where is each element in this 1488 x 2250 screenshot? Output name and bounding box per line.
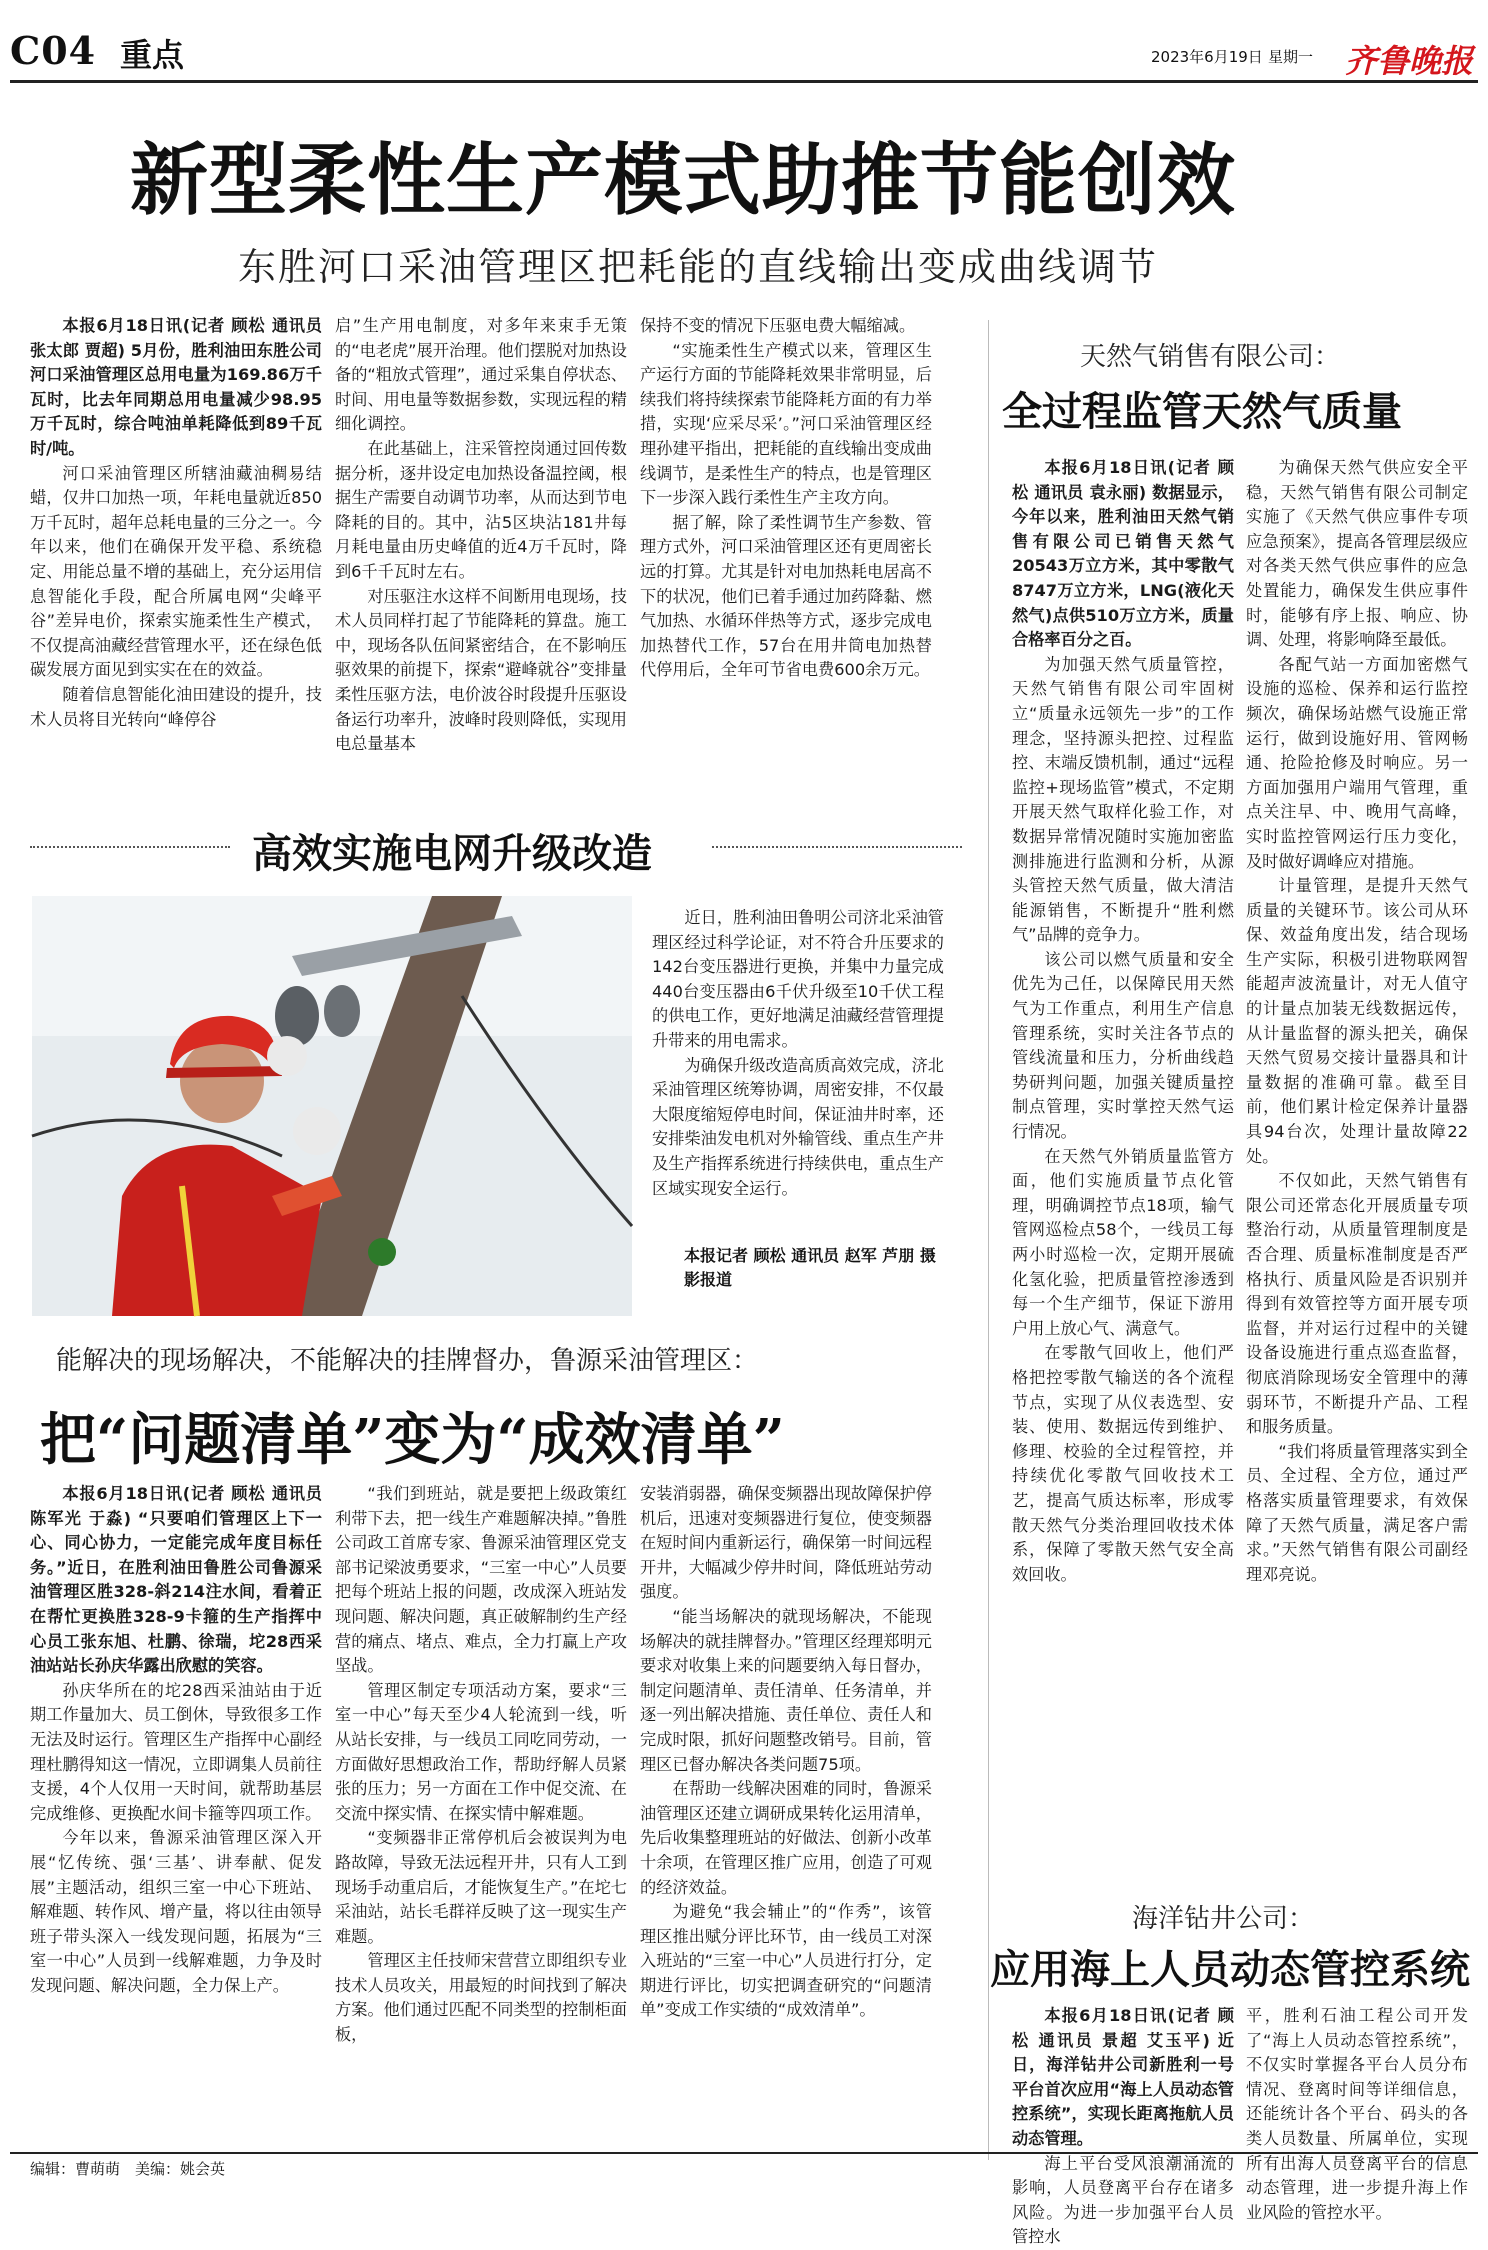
issue-date: 2023年6月19日	[1151, 48, 1263, 66]
ocean-col-1-p1: 本报6月18日讯(记者 顾松 通讯员 景超 艾玉平) 近日，海洋钻井公司新胜利一号平台首次应用“海上人员动态管控系统”，实现长距离拖航人员动态管理。	[1012, 2006, 1234, 2148]
issue-col-2-p4: 管理区主任技师宋营营立即组织专业技术人员攻关，用最短的时间找到了解决方案。他们通过匹配不同类型的控制柜面板，	[335, 1951, 627, 2045]
ocean-col-2-p1: 平，胜利石油工程公司开发了“海上人员动态管控系统”，不仅实时掌握各平台人员分布情况、登离时间等详细信息，还能统计各个平台、码头的各类人员数量、所属单位，实现所有出海人员登离平台的信息动态管理，进一步提升海上作业风险的管控水平。	[1246, 2006, 1468, 2222]
gas-col-2-p2: 各配气站一方面加密燃气设施的巡检、保养和运行监控频次，确保场站燃气设施正常运行，做到设施好用、管网畅通、抢险抢修及时响应。另一方面加强用户端用气管理，重点关注早、中、晚用气高峰，实时监控管网运行压力变化，及时做好调峰应对措施。	[1246, 654, 1468, 871]
grid-photo-credit: 本报记者 顾松 通讯员 赵军 芦朋 摄影报道	[684, 1246, 936, 1289]
gas-kicker: 天然气销售有限公司：	[1080, 342, 1341, 372]
grid-headline-dash-right	[712, 846, 962, 848]
ocean-headline: 应用海上人员动态管控系统	[990, 1946, 1470, 1993]
ocean-col-1-p2: 海上平台受风浪潮涌流的影响，人员登离平台存在诸多风险。为进一步加强平台人员管控水	[1012, 2153, 1234, 2247]
grid-headline-dash-left	[30, 846, 230, 848]
ocean-col-1	[1012, 2004, 1234, 2247]
main-col-1-p3: 随着信息智能化油田建设的提升，技术人员将目光转向“峰停谷	[30, 684, 322, 729]
main-col-2-p3: 对压驱注水这样不间断用电现场，技术人员同样打起了节能降耗的算盘。施工中，现场各队伍间紧密结合，在不影响压驱效果的前提下，探索“避峰就谷”变排量柔性压驱方法，电价波谷时段提升压驱设备运行功率升，波峰时段则降低，实现用电总量基本	[335, 586, 627, 754]
issue-col-2	[335, 1482, 627, 2142]
grid-text-col	[652, 906, 944, 1236]
main-col-1	[30, 314, 322, 772]
gas-headline: 全过程监管天然气质量	[1002, 388, 1402, 435]
gas-col-1-p2: 为加强天然气质量管控，天然气销售有限公司牢固树立“质量永远领先一步”的工作理念，坚持源头把控、过程监控、末端反馈机制，通过“远程监控+现场监管”模式，不定期开展天然气取样化验工作，对数据异常情况随时实施加密监测排施进行监测和分析，从源头管控天然气质量，做大清洁能源销售，不断提升“胜利燃气”品牌的竞争力。	[1012, 654, 1234, 945]
gas-col-1-p4: 在天然气外销质量监管方面，他们实施质量节点化管理，明确调控节点18项，输气管网巡检点58个，一线员工每两小时巡检一次，定期开展硫化氢化验，把质量管控渗透到每一个生产细节，保证下游用户用上放心气、满意气。	[1012, 1146, 1234, 1338]
main-col-2	[335, 314, 627, 772]
main-col-1-p1: 本报6月18日讯(记者 顾松 通讯员 张太郎 贾超) 5月份，胜利油田东胜公司河口采油管理区总用电量为169.86万千瓦时，比去年同期总用电量减少98.95万千瓦时，综合吨油单耗降低到89千瓦时/吨。	[30, 316, 322, 458]
issue-weekday: 星期一	[1268, 48, 1314, 66]
masthead-logo: 齐鲁晚报	[1345, 42, 1474, 80]
gas-col-2-p4: 不仅如此，天然气销售有限公司还常态化开展质量专项整治行动，从质量管理制度是否合理、质量标准制度是否严格执行、质量风险是否识别并得到有效管控等方面开展专项监督，并对运行过程中的关键设备设施进行重点巡查监督，彻底消除现场安全管理中的薄弱环节，不断提升产品、工程和服务质量。	[1246, 1171, 1468, 1437]
ocean-kicker: 海洋钻井公司：	[1132, 1904, 1315, 1934]
issue-col-1-p1: 本报6月18日讯(记者 顾松 通讯员 陈军光 于淼) “只要咱们管理区上下一心、同心协力，一定能完成年度目标任务。”近日，在胜利油田鲁胜公司鲁源采油管理区胜328-斜214注水间，看着正在帮忙更换胜328-9卡箍的生产指挥中心员工张东旭、杜鹏、徐瑞，坨28西采油站站长孙庆华露出欣慰的笑容。	[30, 1484, 322, 1676]
issue-col-3-p1: 安装消弱器，确保变频器出现故障保护停机后，迅速对变频器进行复位，使变频器在短时间内重新运行，确保第一时间远程开井，大幅减少停井时间，降低班站劳动强度。	[640, 1484, 932, 1602]
main-col-3-p3: 据了解，除了柔性调节生产参数、管理方式外，河口采油管理区还有更周密长远的打算。尤其是针对电加热耗电居高不下的状况，他们已着手通过加药降黏、燃气加热、水循环伴热等方式，逐步完成电加热替代工作，57台在用井筒电加热替代停用后，全年可节省电费600余万元。	[640, 512, 932, 680]
main-col-3	[640, 314, 932, 772]
column-separator	[988, 320, 989, 2160]
footer-editor: 编辑：曹萌萌 美编：姚会英	[30, 2160, 226, 2178]
issue-headline: 把“问题清单”变为“成效清单”	[40, 1407, 785, 1473]
grid-col-p1: 近日，胜利油田鲁明公司济北采油管理区经过科学论证，对不符合升压要求的142台变压器进行更换，并集中力量完成440台变压器由6千伏升级至10千伏工程的供电工作，更好地满足油藏经营管理提升带来的用电需求。	[652, 908, 944, 1050]
issue-col-3	[640, 1482, 932, 2142]
electrician-photo-illustration	[32, 896, 632, 1316]
issue-col-2-p3: “变频器非正常停机后会被误判为电路故障，导致无法远程开井，只有人工到现场手动重启后，才能恢复生产。”在坨七采油站，站长毛群祥反映了这一现实生产难题。	[335, 1828, 627, 1946]
issue-col-3-p4: 为避免“我会辅止”的“作秀”，该管理区推出赋分评比环节，由一线员工对深入班站的“三室一中心”人员进行打分，定期进行评比，切实把调查研究的“问题清单”变成工作实绩的“成效清单”。	[640, 1902, 932, 2020]
page-code: C04	[10, 28, 97, 73]
issue-col-1-p3: 今年以来，鲁源采油管理区深入开展“忆传统、强‘三基’、讲奉献、促发展”主题活动，组织三室一中心下班站、解难题、转作风、增产量，将以往由领导班子带头深入一线发现问题，拓展为“三室一中心”人员到一线解难题，力争及时发现问题、解决问题，全力保上产。	[30, 1828, 322, 1995]
gas-col-2-p3: 计量管理，是提升天然气质量的关键环节。该公司从环保、效益角度出发，结合现场生产实际，积极引进物联网智能超声波流量计，对无人值守的计量点加装无线数据远传，从计量监督的源头把关，确保天然气贸易交接计量器具和计量数据的准确可靠。截至目前，他们累计检定保养计量器具94台次，处理计量故障22处。	[1246, 876, 1468, 1166]
issue-col-3-p2: “能当场解决的就现场解决，不能现场解决的就挂牌督办。”管理区经理郑明元要求对收集上来的问题要纳入每日督办，制定问题清单、责任清单、任务清单，并逐一列出解决措施、责任单位、责任人和完成时限，抓好问题整改销号。目前，管理区已督办解决各类问题75项。	[640, 1606, 932, 1774]
gas-col-1-p3: 该公司以燃气质量和安全优先为己任，以保障民用天然气为工作重点，利用生产信息管理系统，实时关注各节点的管线流量和压力，分析曲线趋势研判问题，加强关键质量控制点管理，实时掌控天然气运行情况。	[1012, 949, 1234, 1142]
grid-col-p2: 为确保升级改造高质高效完成，济北采油管理区统筹协调，周密安排，不仅最大限度缩短停电时间，保证油井时率，还安排柴油发电机对外输管线、重点生产井及生产指挥系统进行持续供电，重点生产区域实现安全运行。	[652, 1055, 944, 1198]
gas-col-1-p1: 本报6月18日讯(记者 顾松 通讯员 袁永丽) 数据显示，今年以来，胜利油田天然气销售有限公司已销售天然气20543万立方米，其中零散气8747万立方米，LNG(液化天然气)点供510万立方米，质量合格率百分之百。	[1012, 458, 1234, 650]
gas-col-1	[1012, 456, 1234, 1856]
main-subhead: 东胜河口采油管理区把耗能的直线输出变成曲线调节	[238, 245, 1159, 289]
header-rule	[10, 80, 1478, 83]
main-col-3-p2: “实施柔性生产模式以来，管理区生产运行方面的节能降耗效果非常明显，后续我们将持续探索节能降耗方面的有力举措，实现‘应采尽采’。”河口采油管理区经理孙建平指出，把耗能的直线输出变成曲线调节，是柔性生产的特点，也是管理区下一步深入践行柔性生产主攻方向。	[640, 340, 932, 508]
main-headline: 新型柔性生产模式助推节能创效	[130, 135, 1237, 226]
ocean-col-2	[1246, 2004, 1468, 2222]
main-col-2-p2: 在此基础上，注采管控岗通过回传数据分析，逐井设定电加热设备温控阈，根据生产需要自动调节功率，从而达到节电降耗的目的。其中，沾5区块沾181井每月耗电量由历史峰值的近4万千瓦时，降到6千千瓦时左右。	[335, 438, 627, 581]
issue-col-1-p2: 孙庆华所在的坨28西采油站由于近期工作量加大、员工倒休，导致很多工作无法及时运行。管理区生产指挥中心副经理杜鹏得知这一情况，立即调集人员前往支援，4个人仅用一天时间，就帮助基层完成维修、更换配水间卡箍等四项工作。	[30, 1680, 322, 1823]
section-name: 重点	[120, 36, 185, 74]
issue-col-1	[30, 1482, 322, 2142]
footer-rule	[10, 2152, 1478, 2154]
main-col-1-p2: 河口采油管理区所辖油藏油稠易结蜡，仅井口加热一项，年耗电量就近850万千瓦时，超年总耗电量的三分之一。今年以来，他们在确保开发平稳、系统稳定、用能总量不增的基础上，充分运用信息智能化手段，配合所属电网“尖峰平谷”差异电价，探索实施柔性生产模式，不仅提高油藏经营管理水平，还在绿色低碳发展方面见到实实在在的效益。	[30, 463, 322, 680]
gas-col-1-p5: 在零散气回收上，他们严格把控零散气输送的各个流程节点，实现了从仪表选型、安装、使用、数据远传到维护、修理、校验的全过程管控，并持续优化零散气回收技术工艺，提高气质达标率，形成零散天然气分类治理回收技术体系，保障了零散天然气安全高效回收。	[1012, 1343, 1234, 1584]
issue-col-3-p3: 在帮助一线解决困难的同时，鲁源采油管理区还建立调研成果转化运用清单，先后收集整理班站的好做法、创新小改革十余项，在管理区推广应用，创造了可观的经济效益。	[640, 1779, 932, 1897]
issue-kicker: 能解决的现场解决，不能解决的挂牌督办，鲁源采油管理区：	[56, 1346, 759, 1376]
grid-headline: 高效实施电网升级改造	[252, 830, 652, 877]
grid-photo	[32, 896, 632, 1316]
gas-col-2-p1: 为确保天然气供应安全平稳，天然气销售有限公司制定实施了《天然气供应事件专项应急预案》，提高各管理层级应对各类天然气供应事件的应急处置能力，确保发生供应事件时，能够有序上报、响应、协调、处理，将影响降至最低。	[1246, 458, 1468, 650]
issue-col-2-p1: “我们到班站，就是要把上级政策红利带下去，把一线生产难题解决掉。”鲁胜公司政工首席专家、鲁源采油管理区党支部书记梁波勇要求，“三室一中心”人员要把每个班站上报的问题，改成深入班站发现问题、解决问题，真正破解制约生产经营的痛点、堵点、难点，全力打赢上产攻坚战。	[335, 1484, 627, 1676]
main-col-3-p1: 保持不变的情况下压驱电费大幅缩减。	[640, 316, 916, 335]
gas-col-2	[1246, 456, 1468, 1856]
main-col-2-p1: 启”生产用电制度，对多年来束手无策的“电老虎”展开治理。他们摆脱对加热设备的“粗放式管理”，通过采集自停状态、时间、用电量等数据参数，实现远程的精细化调控。	[335, 316, 627, 434]
issue-col-2-p2: 管理区制定专项活动方案，要求“三室一中心”每天至少4人轮流到一线，听从站长安排，与一线员工同吃同劳动，一方面做好思想政治工作，帮助纾解人员紧张的压力；另一方面在工作中促交流、在交流中探实情、在探实情中解难题。	[335, 1680, 627, 1823]
gas-col-2-p5: “我们将质量管理落实到全员、全过程、全方位，通过严格落实质量管理要求，有效保障了天然气质量，满足客户需求。”天然气销售有限公司副经理邓亮说。	[1246, 1441, 1468, 1584]
